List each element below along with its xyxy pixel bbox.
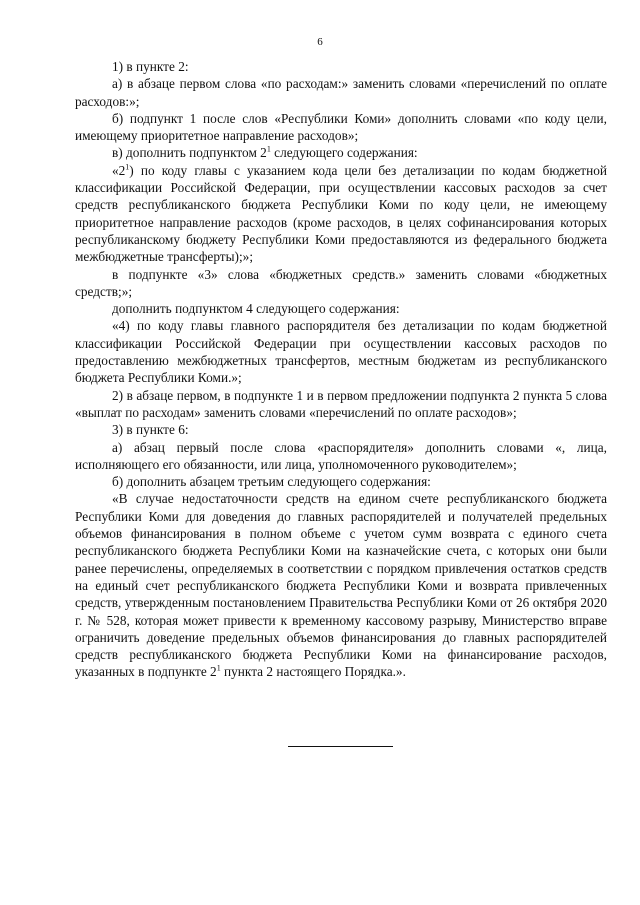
paragraph: б) дополнить абзацем третьим следующего содержания:: [112, 474, 431, 490]
paragraph: в подпункте «3» слова «бюджетных средств.» заменить словами «бюджетных средств;»;: [75, 266, 607, 299]
paragraph: «$2^1$) по коду главы с указанием кода цели без детализации по кодам бюджетной классификации Российской Федерации, при осуществлении кассовых расходов за счет средств республиканского бюджета Республики Коми по коду цели, не имеющему приоритетное направление расходов (кроме расходов, в целях софинансирования которых республиканскому бюджету Республики Коми предоставляются из федерального бюджета межбюджетные трансферты);»;: [75, 162, 607, 265]
paragraph: а) абзац первый после слова «распорядителя» дополнить словами «, лица, исполняющего его обязанности, или лица, уполномоченного руководителем»;: [75, 439, 607, 472]
paragraph: «В случае недостаточности средств на едином счете республиканского бюджета Республики Коми для доведения до главных распорядителей и получателей предельных объемов финансирования в полном объеме с учетом сумм возврата с единого счета республиканского бюджета Республики Коми на казначейские счета, с которых они были ранее перечислены, определяемых в соответствии с порядком привлечения остатков средств на единый счет республиканского бюджета Республики Коми и возврата привлеченных средств, утвержденным постановлением Правительства Республики Коми от 26 октября 2020 г. № 528, которая может привести к временному кассовому разрыву, Министерство вправе ограничить доведение предельных объемов финансирования до главных распорядителей средств республиканского бюджета Республики Коми на финансирование расходов, указанных в подпункте $2^1$ пункта 2 настоящего Порядка.».: [75, 491, 607, 680]
document-body: [75, 58, 607, 681]
closing-rule: [288, 746, 393, 747]
paragraph: 1) в пункте 2:: [112, 59, 189, 74]
paragraph: в) дополнить подпунктом $2^1$ следующего содержания:: [112, 145, 418, 161]
paragraph: 2) в абзаце первом, в подпункте 1 и в первом предложении подпункта 2 пункта 5 слова «выплат по расходам» заменить словами «перечислений по оплате расходов»;: [75, 387, 607, 420]
page-number: 6: [317, 36, 323, 48]
paragraph: а) в абзаце первом слова «по расходам:» заменить словами «перечислений по оплате расходов:»;: [75, 76, 607, 109]
paragraph: «4) по коду главы главного распорядителя без детализации по кодам бюджетной классификации Российской Федерации при осуществлении кассовых расходов по предоставлению межбюджетных трансфертов, местным бюджетам из республиканского бюджета Республики Коми.»;: [75, 318, 607, 386]
paragraph: дополнить подпунктом 4 следующего содержания:: [112, 301, 400, 317]
paragraph: 3) в пункте 6:: [112, 422, 189, 438]
paragraph: б) подпункт 1 после слов «Республики Коми» дополнить словами «по коду цели, имеющему приоритетное направление расходов»;: [75, 110, 607, 144]
